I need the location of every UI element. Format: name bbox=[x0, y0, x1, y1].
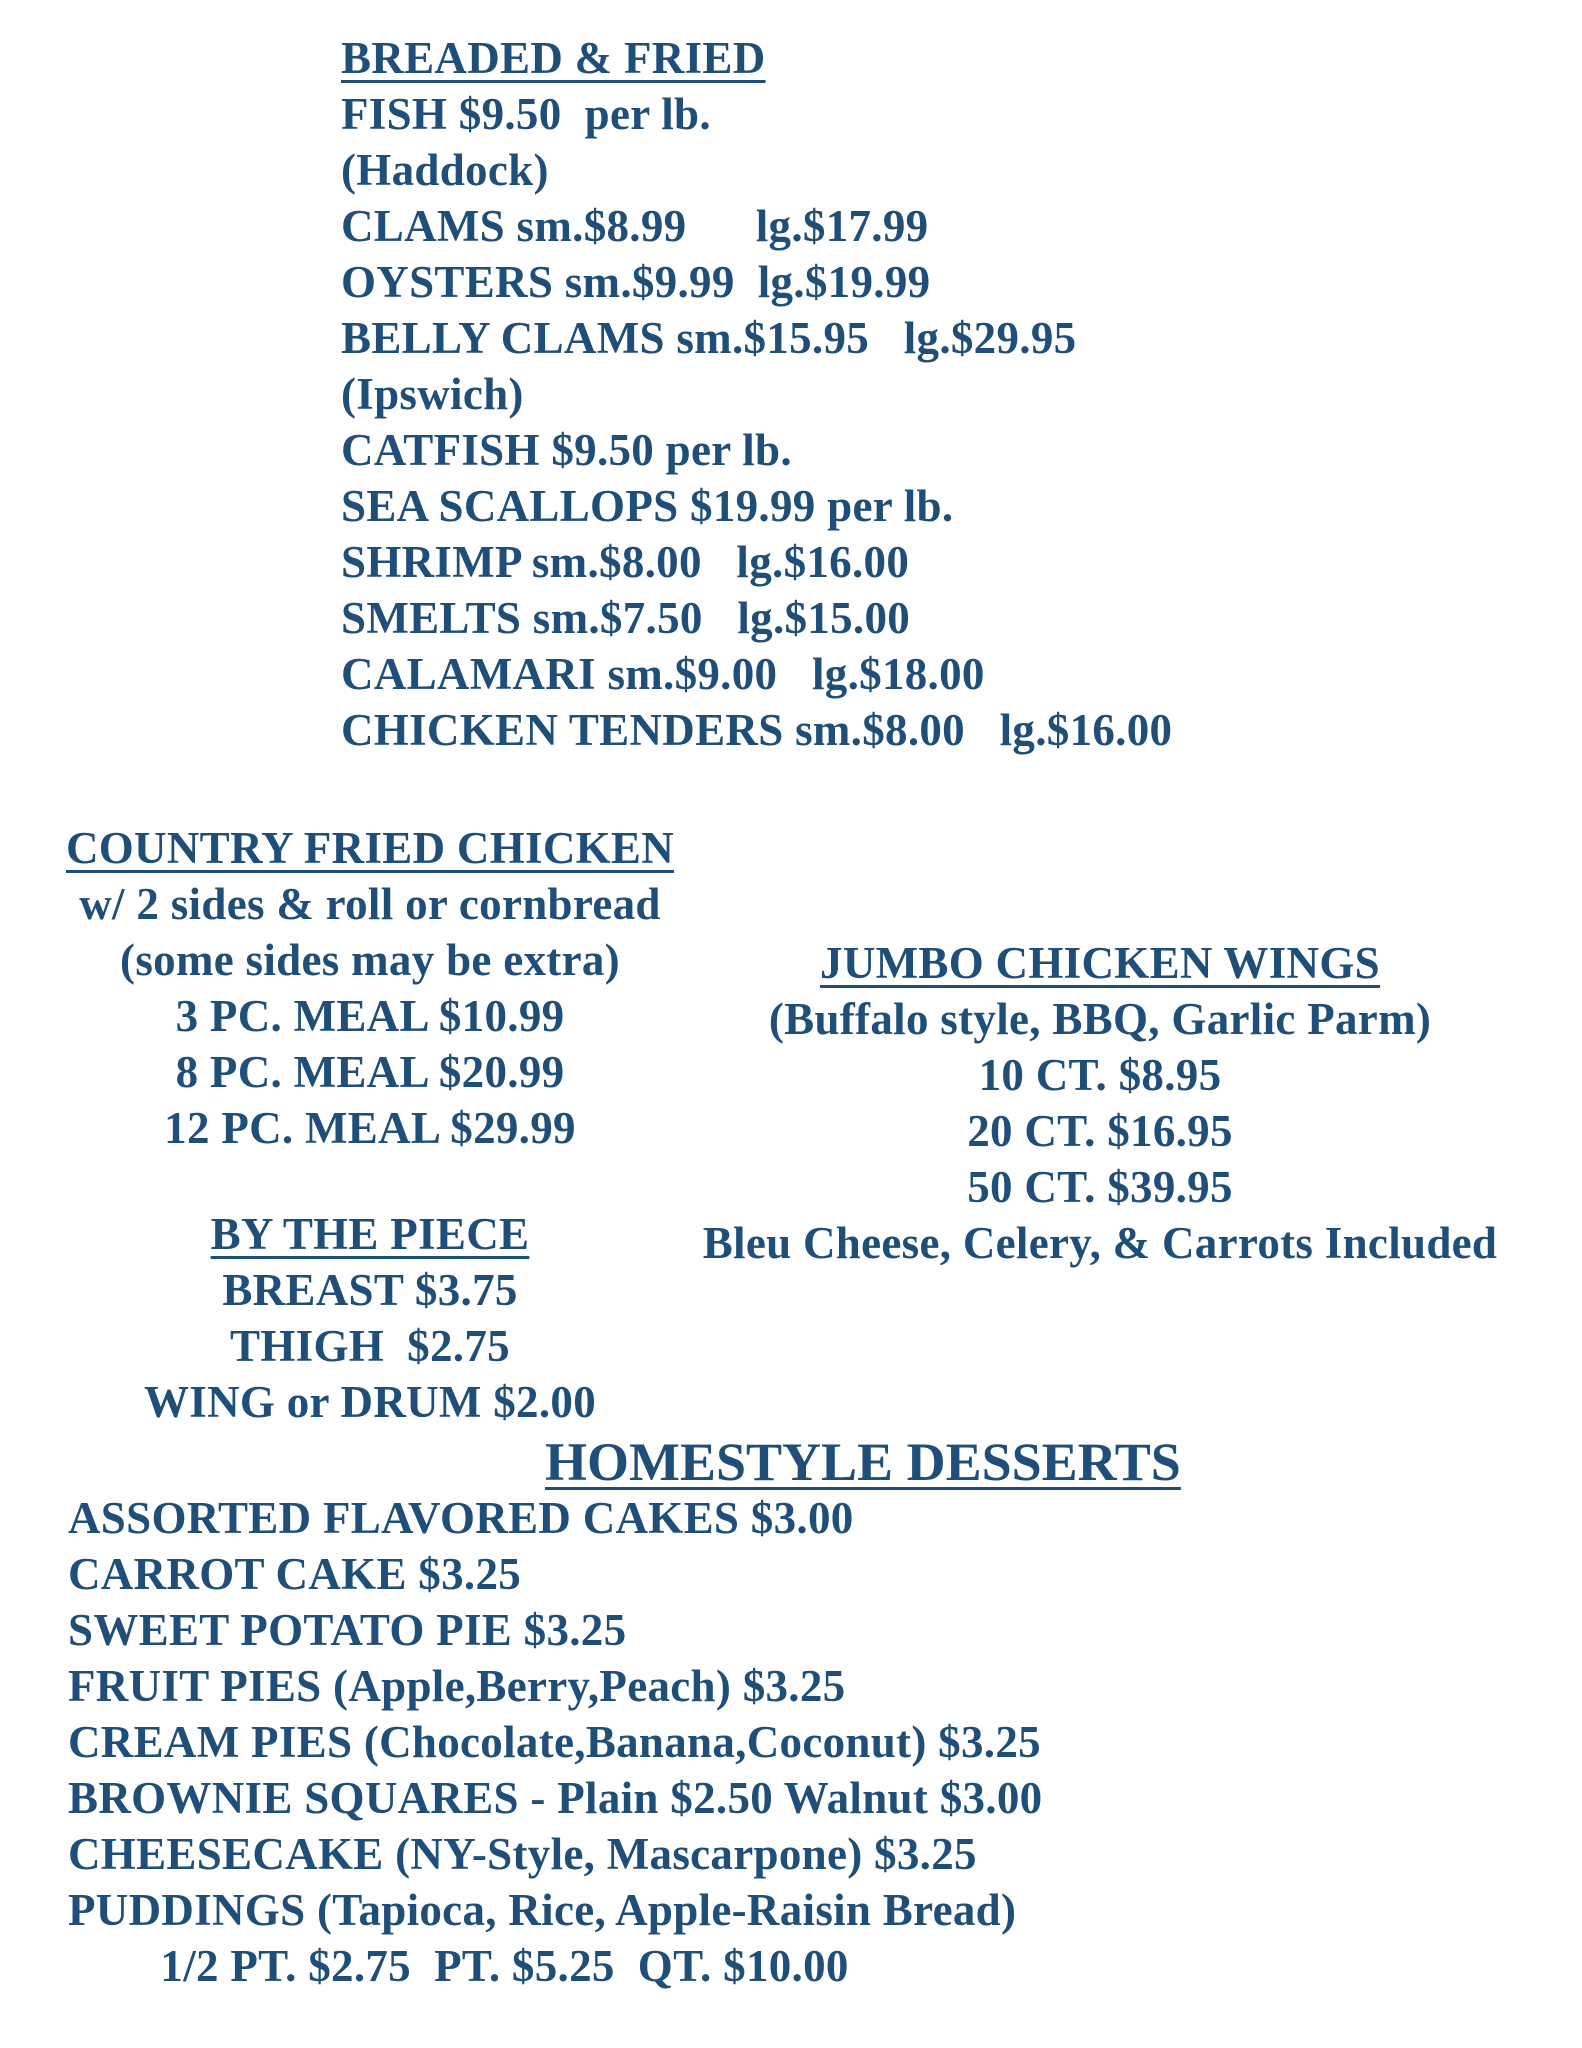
menu-item: ASSORTED FLAVORED CAKES $3.00 bbox=[68, 1493, 854, 1543]
menu-item: CALAMARI sm.$9.00 lg.$18.00 bbox=[341, 649, 985, 699]
country-fried-section bbox=[60, 820, 680, 1156]
menu-item: 10 CT. $8.95 bbox=[978, 1050, 1222, 1100]
country-fried-heading: COUNTRY FRIED CHICKEN bbox=[65, 823, 675, 873]
desserts-section bbox=[68, 1490, 1042, 1994]
menu-item: CLAMS sm.$8.99 lg.$17.99 bbox=[341, 201, 929, 251]
menu-item: 8 PC. MEAL $20.99 bbox=[175, 1047, 565, 1097]
menu-item: CREAM PIES (Chocolate,Banana,Coconut) $3.25 bbox=[68, 1717, 1041, 1767]
menu-item-note: (Buffalo style, BBQ, Garlic Parm) bbox=[768, 994, 1432, 1044]
menu-item: BROWNIE SQUARES - Plain $2.50 Walnut $3.00 bbox=[68, 1773, 1043, 1823]
breaded-fried-section bbox=[341, 30, 1172, 758]
menu-item: SMELTS sm.$7.50 lg.$15.00 bbox=[341, 593, 911, 643]
menu-item: SWEET POTATO PIE $3.25 bbox=[68, 1605, 627, 1655]
menu-item: FISH $9.50 per lb. bbox=[341, 89, 711, 139]
menu-item: 3 PC. MEAL $10.99 bbox=[175, 991, 565, 1041]
menu-item: WING or DRUM $2.00 bbox=[143, 1377, 597, 1427]
menu-item: SHRIMP sm.$8.00 lg.$16.00 bbox=[341, 537, 910, 587]
wings-heading: JUMBO CHICKEN WINGS bbox=[820, 938, 1380, 988]
menu-item: THIGH $2.75 bbox=[230, 1321, 510, 1371]
wings-section bbox=[660, 935, 1540, 1271]
menu-item-note: (some sides may be extra) bbox=[120, 935, 620, 985]
menu-item: CHEESECAKE (NY-Style, Mascarpone) $3.25 bbox=[68, 1829, 977, 1879]
menu-item-note: (Ipswich) bbox=[341, 369, 524, 419]
menu-item: BREAST $3.75 bbox=[222, 1265, 518, 1315]
menu-item: 20 CT. $16.95 bbox=[967, 1106, 1233, 1156]
menu-item: SEA SCALLOPS $19.99 per lb. bbox=[341, 481, 954, 531]
menu-item: OYSTERS sm.$9.99 lg.$19.99 bbox=[341, 257, 931, 307]
menu-item: PUDDINGS (Tapioca, Rice, Apple-Raisin Bread) bbox=[68, 1885, 1017, 1935]
desserts-heading-wrap bbox=[545, 1432, 1181, 1492]
menu-item: 1/2 PT. $2.75 PT. $5.25 QT. $10.00 bbox=[68, 1941, 849, 1991]
desserts-heading: HOMESTYLE DESSERTS bbox=[545, 1432, 1181, 1492]
menu-item: FRUIT PIES (Apple,Berry,Peach) $3.25 bbox=[68, 1661, 846, 1711]
breaded-fried-heading: BREADED & FRIED bbox=[341, 33, 766, 83]
by-the-piece-section bbox=[100, 1206, 640, 1430]
menu-item-note: w/ 2 sides & roll or cornbread bbox=[79, 879, 661, 929]
menu-item-note: Bleu Cheese, Celery, & Carrots Included bbox=[702, 1218, 1498, 1268]
menu-item: BELLY CLAMS sm.$15.95 lg.$29.95 bbox=[341, 313, 1077, 363]
by-the-piece-heading: BY THE PIECE bbox=[210, 1209, 530, 1259]
menu-item: 50 CT. $39.95 bbox=[967, 1162, 1233, 1212]
menu-item: 12 PC. MEAL $29.99 bbox=[164, 1103, 576, 1153]
menu-item: CHICKEN TENDERS sm.$8.00 lg.$16.00 bbox=[341, 705, 1173, 755]
menu-item: CARROT CAKE $3.25 bbox=[68, 1549, 522, 1599]
menu-item-note: (Haddock) bbox=[341, 145, 549, 195]
menu-item: CATFISH $9.50 per lb. bbox=[341, 425, 792, 475]
